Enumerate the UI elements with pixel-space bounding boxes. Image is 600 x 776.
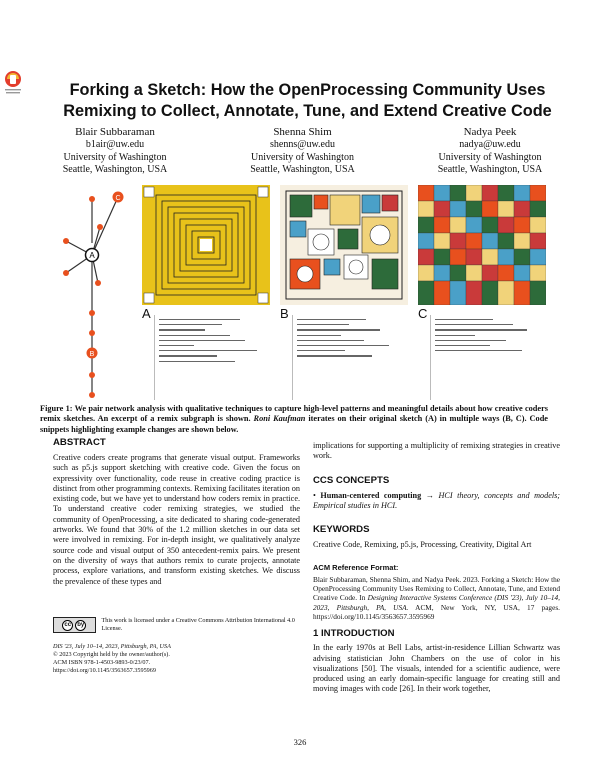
ccs-concept: Human-centered computing bbox=[320, 490, 422, 500]
abstract-text: Creative coders create programs that generate visual output. Frameworks such as p5.js support sketching with creative code. Given the focus on expressivity over functionality, code reuse in creative coding practice is distinct from other programming contexts. Remixing facilitates iteration on existing code, but we have yet to understand how coders remix in practice. To understand creative coder remixing strategies, we studied the community of OpenProcessing, a site dedicated to sharing code-generated artworks. We found that 30% of the 1.2 million sketches in our data set were involved in remixing. For in-depth insight, we qualitatively analyze source code and visual output of 350 antecedent-remix pairs. We present on the diversity of ways that authors remix to curate projects, annotate process, explore variations, and transform existing sketches. We discuss the prevalence of these types and bbox=[53, 453, 300, 586]
caption-label: Figure 1: bbox=[40, 404, 73, 413]
isbn: ACM ISBN 978-1-4503-9893-0/23/07. bbox=[53, 659, 151, 666]
right-column bbox=[313, 441, 560, 621]
caption-text: We pair network analysis with qualitative techniques to capture high-level patterns and meaningful details about how creative coders remix sketches. An excerpt of a remix subgraph is shown. bbox=[40, 404, 548, 424]
check-for-updates-badge[interactable] bbox=[3, 70, 23, 98]
author-location: Seattle, Washington, USA bbox=[62, 163, 168, 175]
ccs-heading: CCS CONCEPTS bbox=[313, 474, 390, 486]
sketch-a-artwork bbox=[142, 185, 270, 305]
conference-info: DIS '23, July 10–14, 2023, Pittsburgh, PA, USA bbox=[53, 643, 171, 650]
abstract-heading: ABSTRACT bbox=[53, 437, 106, 448]
code-snippet bbox=[292, 315, 408, 400]
node-a-label: A bbox=[89, 251, 95, 260]
ccs-bullet: • bbox=[313, 490, 316, 500]
author-affiliation: University of Washington bbox=[438, 151, 542, 163]
author-email[interactable]: nadya@uw.edu bbox=[459, 139, 521, 151]
keywords-text: Creative Code, Remixing, p5.js, Processing, Creativity, Digital Art bbox=[313, 540, 532, 550]
reference-text-b[interactable]: ACM, New York, NY, USA, 17 pages. https://doi.org/10.1145/3563657.3595969 bbox=[313, 602, 560, 621]
ccs-details: HCI theory, concepts and models; Empirical studies in HCI. bbox=[313, 490, 561, 510]
panel-label: B bbox=[280, 306, 289, 321]
author-email[interactable]: shenns@uw.edu bbox=[270, 139, 335, 151]
sketch-panel-a bbox=[142, 185, 270, 400]
copyright: © 2023 Copyright held by the owner/author(s). bbox=[53, 651, 170, 658]
caption-tail: iterates on their original sketch (A) in multiple ways (B, C). Code snippets highlighting example changes are shown below. bbox=[40, 414, 548, 434]
reference-venue: Designing Interactive Systems Conference (DIS '23), July 10–14, 2023, Pittsburgh, PA, USA. bbox=[313, 593, 561, 612]
author-affiliation: University of Washington bbox=[63, 151, 167, 163]
abstract-section bbox=[53, 437, 300, 587]
doi-link[interactable]: https://doi.org/10.1145/3563657.3595969 bbox=[53, 667, 156, 674]
reference-section bbox=[313, 563, 560, 621]
sketch-panel-b bbox=[280, 185, 408, 400]
author-name: Shenna Shim bbox=[273, 126, 332, 138]
bookmark-icon bbox=[3, 70, 23, 98]
ccs-arrow: → bbox=[425, 490, 434, 500]
sketch-c-artwork bbox=[418, 185, 546, 305]
paper-title: Forking a Sketch: How the OpenProcessing Community Uses Remixing to Collect, Annotate, Tune, and Extend Creative Code bbox=[63, 81, 552, 120]
sketch-panel-c bbox=[418, 185, 546, 400]
license-text: This work is licensed under a Creative Commons Attribution International 4.0 License. bbox=[101, 617, 295, 632]
author-email[interactable]: b1air@uw.edu bbox=[85, 139, 145, 151]
author bbox=[218, 126, 388, 176]
license-block bbox=[53, 617, 300, 675]
code-snippet bbox=[430, 315, 546, 400]
ccs-section bbox=[313, 475, 560, 512]
cc-icon: cc bbox=[62, 620, 73, 631]
author bbox=[405, 126, 575, 176]
keywords-heading: KEYWORDS bbox=[313, 524, 370, 536]
keywords-section bbox=[313, 524, 560, 550]
reference-heading: ACM Reference Format: bbox=[313, 563, 399, 573]
introduction-heading: 1 INTRODUCTION bbox=[313, 628, 395, 639]
caption-italic: Roni Kaufman bbox=[253, 414, 306, 424]
reference-text-a: Blair Subbaraman, Shenna Shim, and Nadya Peek. 2023. Forking a Sketch: How the OpenProcessing Community Uses Remixing to Collect, Annotate, Tune, and Extend Creative Code. In bbox=[313, 574, 560, 603]
introduction-section bbox=[313, 629, 560, 695]
publication-meta bbox=[53, 643, 300, 675]
code-snippet bbox=[154, 315, 270, 400]
author-location: Seattle, Washington, USA bbox=[250, 163, 355, 175]
introduction-text: In the early 1970s at Bell Labs, artist-in-residence Lillian Schwartz was advising statistician John Chambers on the use of color in his visualizations [50]. The visuals, intended for a scientific audience, were produced using an early domain-specific language for creating still and moving images with code [26]. In their work together, bbox=[313, 643, 560, 694]
teaser-figure bbox=[58, 185, 548, 400]
by-icon: by bbox=[75, 620, 86, 631]
cc-license bbox=[53, 617, 300, 633]
sketch-b-artwork bbox=[280, 185, 408, 305]
author bbox=[30, 126, 200, 176]
remix-network-graph bbox=[58, 185, 138, 400]
panel-label: C bbox=[418, 306, 428, 321]
author-affiliation: University of Washington bbox=[251, 151, 354, 163]
author-location: Seattle, Washington, USA bbox=[437, 163, 543, 175]
figure-caption bbox=[40, 404, 548, 435]
author-name: Nadya Peek bbox=[463, 126, 517, 138]
abstract-continued: implications for supporting a multiplicity of remixing strategies in creative work. bbox=[313, 441, 560, 461]
cc-by-logo[interactable] bbox=[53, 617, 96, 633]
node-b-label: B bbox=[89, 351, 95, 358]
node-c-label: C bbox=[115, 195, 121, 202]
panel-label: A bbox=[142, 306, 151, 321]
author-name: Blair Subbaraman bbox=[75, 126, 155, 138]
author-block bbox=[30, 126, 575, 176]
page-number: 326 bbox=[293, 737, 307, 747]
